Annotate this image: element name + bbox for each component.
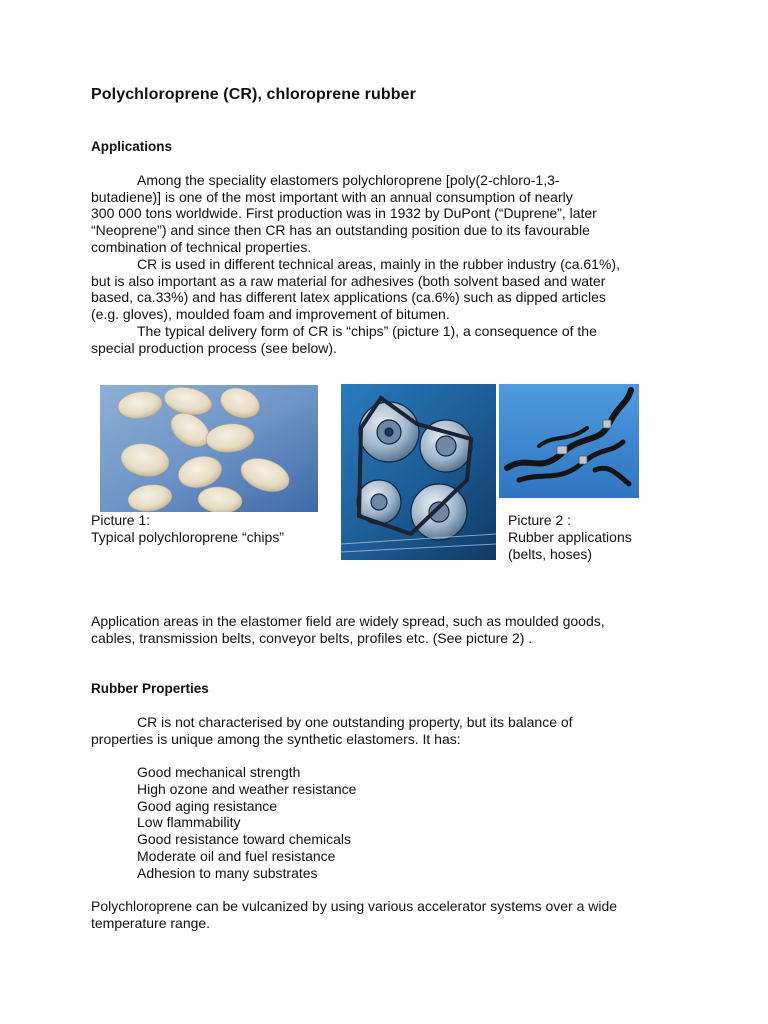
text-line: temperature range.	[91, 914, 211, 931]
list-item: Adhesion to many substrates	[137, 864, 318, 881]
applications-paragraph-2	[91, 256, 691, 323]
text-line: “Neoprene”) and since then CR has an outstanding position due to its favourable	[91, 222, 590, 239]
polychloroprene-chips-image	[100, 385, 318, 512]
text-line: (e.g. gloves), moulded foam and improvement of bitumen.	[91, 306, 450, 323]
properties-list	[137, 764, 356, 882]
applications-paragraph-3	[91, 323, 691, 356]
text-line: butadiene)] is one of the most important with an annual consumption of nearly	[91, 188, 573, 205]
text-line: Polychloroprene can be vulcanized by using various accelerator systems over a wide	[91, 898, 618, 914]
rubber-hoses-image	[499, 384, 639, 498]
text-line: 300 000 tons worldwide. First production was in 1932 by DuPont (“Duprene”, later	[91, 205, 597, 222]
text-line: special production process (see below).	[91, 339, 337, 356]
list-item: Good mechanical strength	[137, 764, 301, 780]
list-item: Moderate oil and fuel resistance	[137, 847, 336, 864]
picture-1-caption	[91, 512, 284, 546]
list-item: Good aging resistance	[137, 797, 278, 814]
text-line: but is also important as a raw material for adhesives (both solvent based and water	[91, 272, 606, 289]
text-line: properties is unique among the synthetic elastomers. It has:	[91, 730, 461, 747]
text-line: based, ca.33%) and has different latex applications (ca.6%) such as dipped articles	[91, 289, 606, 306]
rubber-properties-intro	[91, 714, 691, 747]
application-areas-paragraph	[91, 613, 691, 646]
text-line: CR is used in different technical areas, mainly in the rubber industry (ca.61%),	[137, 256, 620, 272]
text-line: combination of technical properties.	[91, 238, 312, 255]
vulcanization-paragraph	[91, 898, 691, 931]
rubber-properties-heading: Rubber Properties	[91, 681, 209, 696]
text-line: cables, transmission belts, conveyor belts, profiles etc. (See picture 2) .	[91, 629, 533, 646]
list-item: Low flammability	[137, 814, 241, 831]
text-line: Among the speciality elastomers polychloroprene [poly(2-chloro-1,3-	[137, 172, 560, 188]
text-line: CR is not characterised by one outstanding property, but its balance of	[137, 714, 573, 730]
applications-heading: Applications	[91, 139, 173, 154]
list-item: Good resistance toward chemicals	[137, 831, 351, 848]
timing-belt-gears-image	[341, 384, 496, 560]
applications-paragraph-1	[91, 172, 691, 256]
text-line: The typical delivery form of CR is “chips” (picture 1), a consequence of the	[137, 323, 597, 339]
page-title: Polychloroprene (CR), chloroprene rubber	[91, 86, 416, 103]
list-item: High ozone and weather resistance	[137, 780, 357, 797]
caption-line: (belts, hoses)	[508, 546, 593, 562]
text-line: Application areas in the elastomer field are widely spread, such as moulded goods,	[91, 613, 605, 629]
caption-line: Rubber applications	[508, 529, 632, 545]
caption-line: Typical polychloroprene “chips”	[91, 529, 284, 545]
picture-2-caption	[508, 512, 632, 563]
caption-line: Picture 1:	[91, 512, 151, 528]
caption-line: Picture 2 :	[508, 512, 572, 528]
